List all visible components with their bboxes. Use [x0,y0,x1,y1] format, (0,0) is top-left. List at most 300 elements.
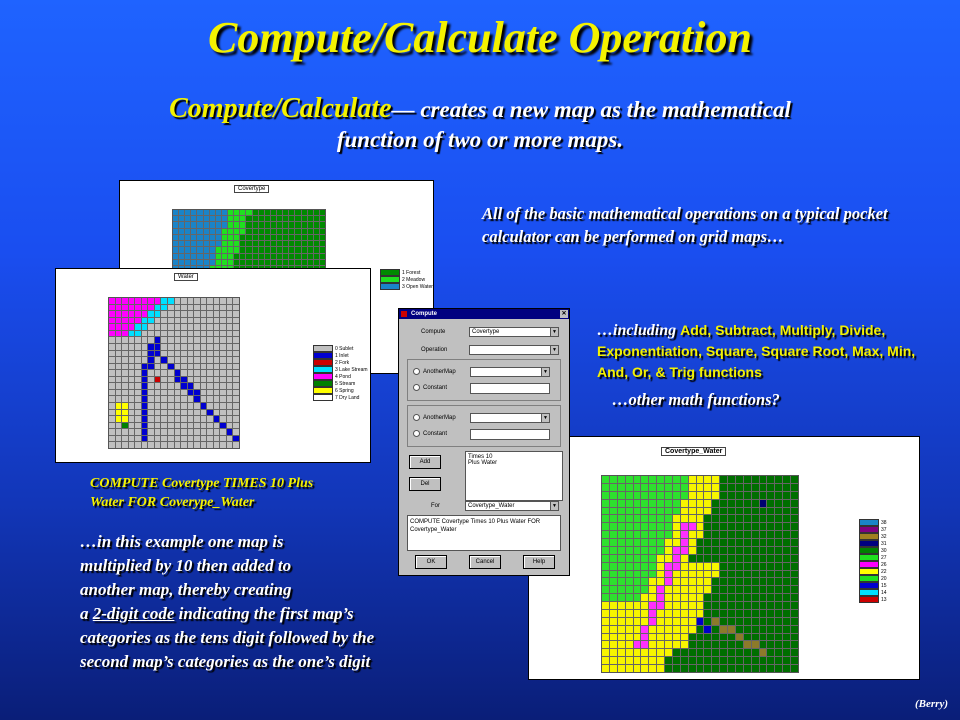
result-cell [697,484,704,491]
compute-command-caption [90,474,370,512]
result-cell [673,618,680,625]
result-cell [657,563,664,570]
covertype-cell [185,254,190,259]
result-legend-swatch [859,561,879,568]
water-cell [175,416,181,422]
water-cell [194,351,200,357]
water-cell [109,331,115,337]
covertype-cell [191,210,196,215]
chevron-down-icon[interactable]: ▼ [550,502,558,510]
result-cell [626,571,633,578]
water-cell [233,344,239,350]
water-cell [201,331,207,337]
result-cell [665,634,672,641]
water-cell [109,370,115,376]
result-cell [610,610,617,617]
result-cell [712,571,719,578]
result-cell [602,586,609,593]
covertype-cell [253,247,258,252]
result-legend-item [859,547,887,554]
anothermap-select-1[interactable] [470,367,550,377]
result-cell [618,508,625,515]
water-cell [207,436,213,442]
result-cell [610,618,617,625]
water-cell [148,298,154,304]
result-cell [610,602,617,609]
result-cell [783,555,790,562]
water-cell [122,357,128,363]
result-cell [783,547,790,554]
water-cell [188,364,194,370]
covertype-cell [314,241,319,246]
water-cell [188,383,194,389]
result-cell [626,665,633,672]
water-cell [227,436,233,442]
water-cell [122,423,128,429]
radio-anothermap-1[interactable] [413,368,456,375]
water-cell [135,344,141,350]
anothermap-select-2[interactable] [470,413,550,423]
water-cell [168,423,174,429]
water-cell [122,344,128,350]
water-cell [175,370,181,376]
water-cell [161,324,167,330]
covertype-cell [191,222,196,227]
result-cell [634,634,641,641]
covertype-cell [234,254,239,259]
result-cell [760,610,767,617]
water-cell [148,370,154,376]
radio-constant-2[interactable] [413,430,447,437]
compute-select[interactable] [469,327,559,337]
water-cell [220,324,226,330]
result-cell [689,492,696,499]
result-cell [720,610,727,617]
water-cell [155,416,161,422]
water-cell [214,318,220,324]
result-cell [760,500,767,507]
result-legend-swatch [859,568,879,575]
covertype-cell [234,229,239,234]
radio-circle-icon[interactable] [413,414,420,421]
water-cell [194,396,200,402]
covertype-cell [179,260,184,265]
result-cell [689,665,696,672]
water-cell [181,311,187,317]
water-cell [207,383,213,389]
water-cell [207,311,213,317]
result-cell [618,515,625,522]
result-cell [752,539,759,546]
water-cell [142,377,148,383]
result-cell [610,523,617,530]
result-cell [657,586,664,593]
result-cell [626,634,633,641]
water-cell [233,364,239,370]
result-cell [681,484,688,491]
covertype-cell [204,210,209,215]
result-cell [649,547,656,554]
cancel-button[interactable]: Cancel [469,555,501,569]
covertype-cell [228,241,233,246]
result-cell [744,586,751,593]
result-cell [783,476,790,483]
radio-circle-icon[interactable] [413,430,420,437]
result-cell [641,531,648,538]
del-button[interactable]: Del [409,477,441,491]
operation-select[interactable] [469,345,559,355]
result-cell [681,586,688,593]
result-cell [634,547,641,554]
water-cell [116,324,122,330]
water-cell [122,305,128,311]
expression-list[interactable] [465,451,563,501]
water-cell [214,311,220,317]
result-cell [681,649,688,656]
water-cell [155,436,161,442]
water-legend-item [313,387,368,394]
result-cell [610,571,617,578]
result-cell [689,626,696,633]
chevron-down-icon[interactable]: ▼ [550,346,558,354]
water-cell [135,410,141,416]
result-cell [634,618,641,625]
water-cell [109,324,115,330]
result-cell [783,634,790,641]
result-cell [649,641,656,648]
result-cell [634,484,641,491]
result-cell [728,515,735,522]
result-cell [673,508,680,515]
result-cell [767,594,774,601]
result-cell [665,515,672,522]
covertype-cell [173,241,178,246]
result-cell [736,641,743,648]
water-cell [168,357,174,363]
water-cell [129,337,135,343]
result-cell [720,594,727,601]
covertype-cell [277,210,282,215]
result-cell [610,634,617,641]
result-cell [602,634,609,641]
water-cell [220,403,226,409]
result-cell [712,578,719,585]
covertype-cell [277,216,282,221]
result-cell [649,492,656,499]
covertype-cell [302,210,307,215]
covertype-cell [222,241,227,246]
result-cell [665,586,672,593]
water-cell [142,429,148,435]
result-map-panel [528,436,920,680]
result-cell [610,547,617,554]
result-cell [775,586,782,593]
covertype-cell [179,241,184,246]
result-cell [602,602,609,609]
covertype-cell [228,260,233,265]
result-cell [689,586,696,593]
body-line4-underlined: 2-digit code [92,604,175,623]
result-cell [704,634,711,641]
result-cell [689,539,696,546]
water-cell [207,370,213,376]
result-cell [665,547,672,554]
water-cell [168,396,174,402]
covertype-cell [210,222,215,227]
result-cell [783,484,790,491]
result-legend-label: 31 [881,540,887,547]
result-cell [712,555,719,562]
water-cell [188,318,194,324]
water-cell [161,410,167,416]
water-cell [175,390,181,396]
water-cell [194,410,200,416]
covertype-cell [228,222,233,227]
constant-input-1[interactable] [470,383,550,394]
covertype-legend-label: 1 Forest [402,269,421,276]
result-cell [641,641,648,648]
result-cell [760,476,767,483]
water-cell [227,324,233,330]
result-cell [728,500,735,507]
water-cell [233,429,239,435]
result-cell [697,649,704,656]
water-cell [148,351,154,357]
result-cell [681,492,688,499]
water-cell [116,429,122,435]
result-cell [736,515,743,522]
result-cell [720,515,727,522]
water-cell [220,436,226,442]
water-cell [207,344,213,350]
covertype-cell [216,235,221,240]
result-cell [712,531,719,538]
water-legend-swatch [313,359,333,366]
water-legend-swatch [313,345,333,352]
result-cell [602,626,609,633]
covertype-cell [277,254,282,259]
water-legend-swatch [313,394,333,401]
result-cell [681,610,688,617]
result-cell [744,610,751,617]
covertype-cell [246,247,251,252]
result-cell [783,649,790,656]
water-legend-item [313,345,368,352]
result-cell [641,515,648,522]
compute-select-value: Covertype [472,329,500,335]
result-cell [712,508,719,515]
water-cell [181,377,187,383]
radio-constant-1[interactable] [413,384,447,391]
result-cell [602,484,609,491]
water-cell [188,331,194,337]
water-cell [175,403,181,409]
radio-circle-icon[interactable] [413,384,420,391]
water-cell [161,436,167,442]
constant-input-2[interactable] [470,429,550,440]
result-cell [736,649,743,656]
result-cell [744,563,751,570]
water-cell [135,416,141,422]
water-cell [214,410,220,416]
result-cell [634,657,641,664]
water-cell [122,390,128,396]
covertype-cell [197,229,202,234]
result-cell [641,610,648,617]
covertype-cell [204,260,209,265]
result-cell [610,531,617,538]
water-cell [135,331,141,337]
result-cell [720,641,727,648]
result-cell [720,571,727,578]
water-legend-label: 7 Dry Land [335,394,360,401]
result-cell [775,531,782,538]
result-cell [760,649,767,656]
result-cell [783,618,790,625]
water-cell [175,298,181,304]
result-cell [704,508,711,515]
water-cell [116,390,122,396]
water-cell [122,331,128,337]
result-cell [681,665,688,672]
water-cell [129,390,135,396]
result-cell [736,547,743,554]
result-cell [618,594,625,601]
close-icon[interactable]: ✕ [561,311,567,317]
result-cell [704,515,711,522]
result-cell [728,484,735,491]
add-button[interactable]: Add [409,455,441,469]
result-cell [602,649,609,656]
covertype-cell [253,260,258,265]
water-legend-swatch [313,373,333,380]
result-grid [601,475,799,673]
water-cell [220,383,226,389]
water-cell [181,423,187,429]
covertype-legend-label: 2 Meadow [402,276,426,283]
covertype-cell [210,254,215,259]
for-select[interactable] [465,501,559,511]
result-cell [602,665,609,672]
chevron-down-icon[interactable]: ▼ [541,414,549,422]
result-cell [626,515,633,522]
body-line1: …in this example one map is [80,532,284,551]
water-cell [233,416,239,422]
water-cell [181,364,187,370]
chevron-down-icon[interactable]: ▼ [541,368,549,376]
water-cell [214,357,220,363]
result-cell [649,634,656,641]
result-cell [760,602,767,609]
result-legend-label: 26 [881,561,887,568]
result-cell [689,618,696,625]
covertype-cell [253,229,258,234]
result-cell [783,571,790,578]
result-legend-swatch [859,519,879,526]
water-cell [155,324,161,330]
result-legend-swatch [859,533,879,540]
water-cell [227,344,233,350]
water-cell [129,396,135,402]
radio-circle-icon[interactable] [413,368,420,375]
result-cell [736,618,743,625]
water-cell [109,298,115,304]
covertype-cell [204,222,209,227]
water-cell [181,429,187,435]
result-cell [767,484,774,491]
result-cell [657,571,664,578]
water-cell [175,436,181,442]
covertype-cell [314,222,319,227]
result-cell [752,649,759,656]
water-cell [220,364,226,370]
water-cell [109,351,115,357]
result-cell [610,657,617,664]
water-cell [109,396,115,402]
command-textbox[interactable]: COMPUTE Covertype Times 10 Plus Water FOR Covertype_Water [407,515,561,551]
result-legend-item [859,575,887,582]
covertype-cell [197,235,202,240]
chevron-down-icon[interactable]: ▼ [550,328,558,336]
water-cell [233,377,239,383]
water-cell [129,423,135,429]
covertype-cell [246,260,251,265]
result-cell [689,515,696,522]
result-cell [634,610,641,617]
result-cell [697,555,704,562]
water-cell [161,423,167,429]
water-cell [129,357,135,363]
covertype-cell [185,210,190,215]
water-cell [161,331,167,337]
result-legend-swatch [859,575,879,582]
covertype-cell [289,229,294,234]
ok-button[interactable]: OK [415,555,447,569]
result-cell [752,602,759,609]
water-cell [227,364,233,370]
help-button[interactable]: Help [523,555,555,569]
radio-anothermap-2[interactable] [413,414,456,421]
water-cell [129,370,135,376]
result-cell [752,571,759,578]
result-cell [610,594,617,601]
result-cell [641,508,648,515]
water-cell [155,318,161,324]
water-cell [214,396,220,402]
water-cell [129,436,135,442]
covertype-cell [277,241,282,246]
result-cell [720,563,727,570]
body-line6: second map’s categories as the one’s digit [80,652,371,671]
result-cell [626,610,633,617]
covertype-cell [240,247,245,252]
water-cell [142,423,148,429]
covertype-cell [289,241,294,246]
result-cell [641,492,648,499]
result-cell [736,523,743,530]
water-cell [207,305,213,311]
covertype-cell [277,260,282,265]
covertype-map-title: Covertype [234,185,269,193]
covertype-cell [185,235,190,240]
result-cell [744,515,751,522]
water-cell [109,383,115,389]
result-cell [602,508,609,515]
water-cell [201,351,207,357]
result-cell [626,626,633,633]
result-legend-swatch [859,526,879,533]
result-cell [681,539,688,546]
